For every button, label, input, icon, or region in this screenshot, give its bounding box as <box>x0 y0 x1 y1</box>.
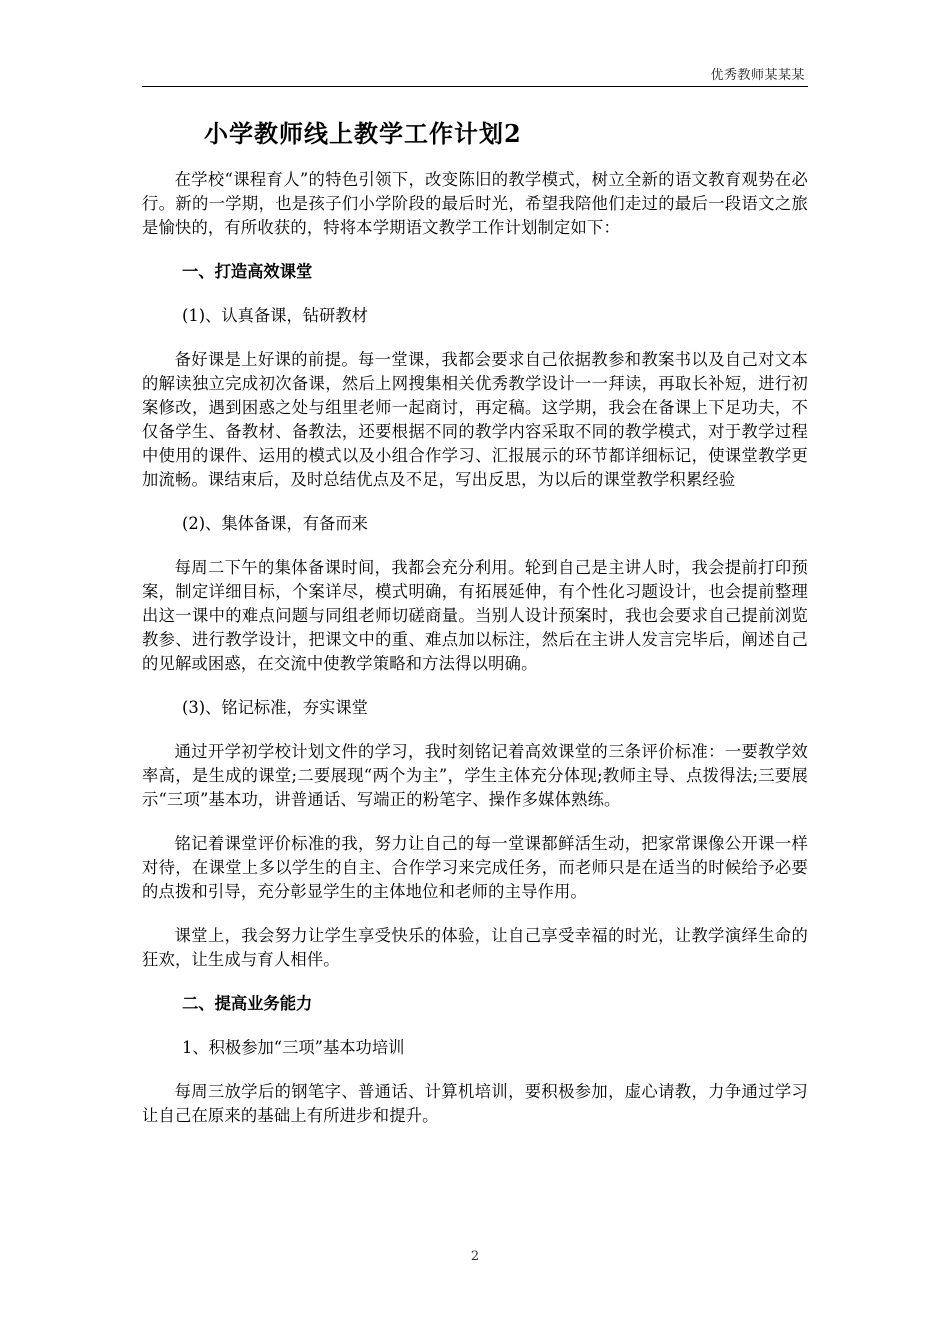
subsection-heading: (3)、铭记标准，夯实课堂 <box>182 698 368 717</box>
page-number: 2 <box>470 1249 480 1264</box>
section-heading: 一、打造高效课堂 <box>182 262 313 281</box>
body-paragraph: 每周二下午的集体备课时间，我都会充分利用。轮到自己是主讲人时，我会提前打印预案，制定详细目标，个案详尽，模式明确，有拓展延伸，有个性化习题设计，也会提前整理出这一课中的难点问题与同组老师切磋商量。当别人设计预案时，我也会要求自己提前浏览教参、进行教学设计，把课文中的重、难点加以标注，然后在主讲人发言完毕后，阐述自己的见解或困惑，在交流中使教学策略和方法得以明确。 <box>142 558 808 673</box>
intro-paragraph: 在学校“课程育人”的特色引领下，改变陈旧的教学模式，树立全新的语文教育观势在必行。新的一学期，也是孩子们小学阶段的最后时光，希望我陪他们走过的最后一段语文之旅是愉快的，有所收获的，特将本学期语文教学工作计划制定如下： <box>142 170 808 237</box>
header-divider <box>142 86 808 87</box>
body-paragraph: 铭记着课堂评价标准的我，努力让自己的每一堂课都鲜活生动，把家常课像公开课一样对待，在课堂上多以学生的自主、合作学习来完成任务，而老师只是在适当的时候给予必要的点拨和引导，充分彰显学生的主体地位和老师的主导作用。 <box>142 834 808 901</box>
subsection-heading: (2)、集体备课，有备而来 <box>182 514 368 533</box>
subsection-heading: 1、积极参加“三项”基本功培训 <box>182 1038 405 1057</box>
body-paragraph: 备好课是上好课的前提。每一堂课，我都会要求自己依据教参和教案书以及自己对文本的解读独立完成初次备课，然后上网搜集相关优秀教学设计一一拜读，再取长补短，进行初案修改，遇到困惑之处与组里老师一起商讨，再定稿。这学期，我会在备课上下足功夫，不仅备学生、备教材、备教法，还要根据不同的教学内容采取不同的教学模式，对于教学过程中使用的课件、运用的模式以及小组合作学习、汇报展示的环节都详细标记，使课堂教学更加流畅。课结束后，及时总结优点及不足，写出反思，为以后的课堂教学积累经验 <box>142 350 808 489</box>
document-body <box>142 168 808 1148</box>
subsection-heading: (1)、认真备课，钻研教材 <box>182 306 368 325</box>
document-title: 小学教师线上教学工作计划2 <box>204 119 522 148</box>
body-paragraph: 每周三放学后的钢笔字、普通话、计算机培训，要积极参加，虚心请教，力争通过学习让自己在原来的基础上有所进步和提升。 <box>142 1082 808 1125</box>
section-heading: 二、提高业务能力 <box>182 994 313 1013</box>
header-author: 优秀教师某某某 <box>710 68 805 83</box>
body-paragraph: 通过开学初学校计划文件的学习，我时刻铭记着高效课堂的三条评价标准：一要教学效率高，是生成的课堂;二要展现“两个为主”，学生主体充分体现;教师主导、点拨得法;三要展示“三项”基本功，讲普通话、写端正的粉笔字、操作多媒体熟练。 <box>142 742 808 809</box>
body-paragraph: 课堂上，我会努力让学生享受快乐的体验，让自己享受幸福的时光，让教学演绎生命的狂欢，让生成与育人相伴。 <box>142 926 808 969</box>
